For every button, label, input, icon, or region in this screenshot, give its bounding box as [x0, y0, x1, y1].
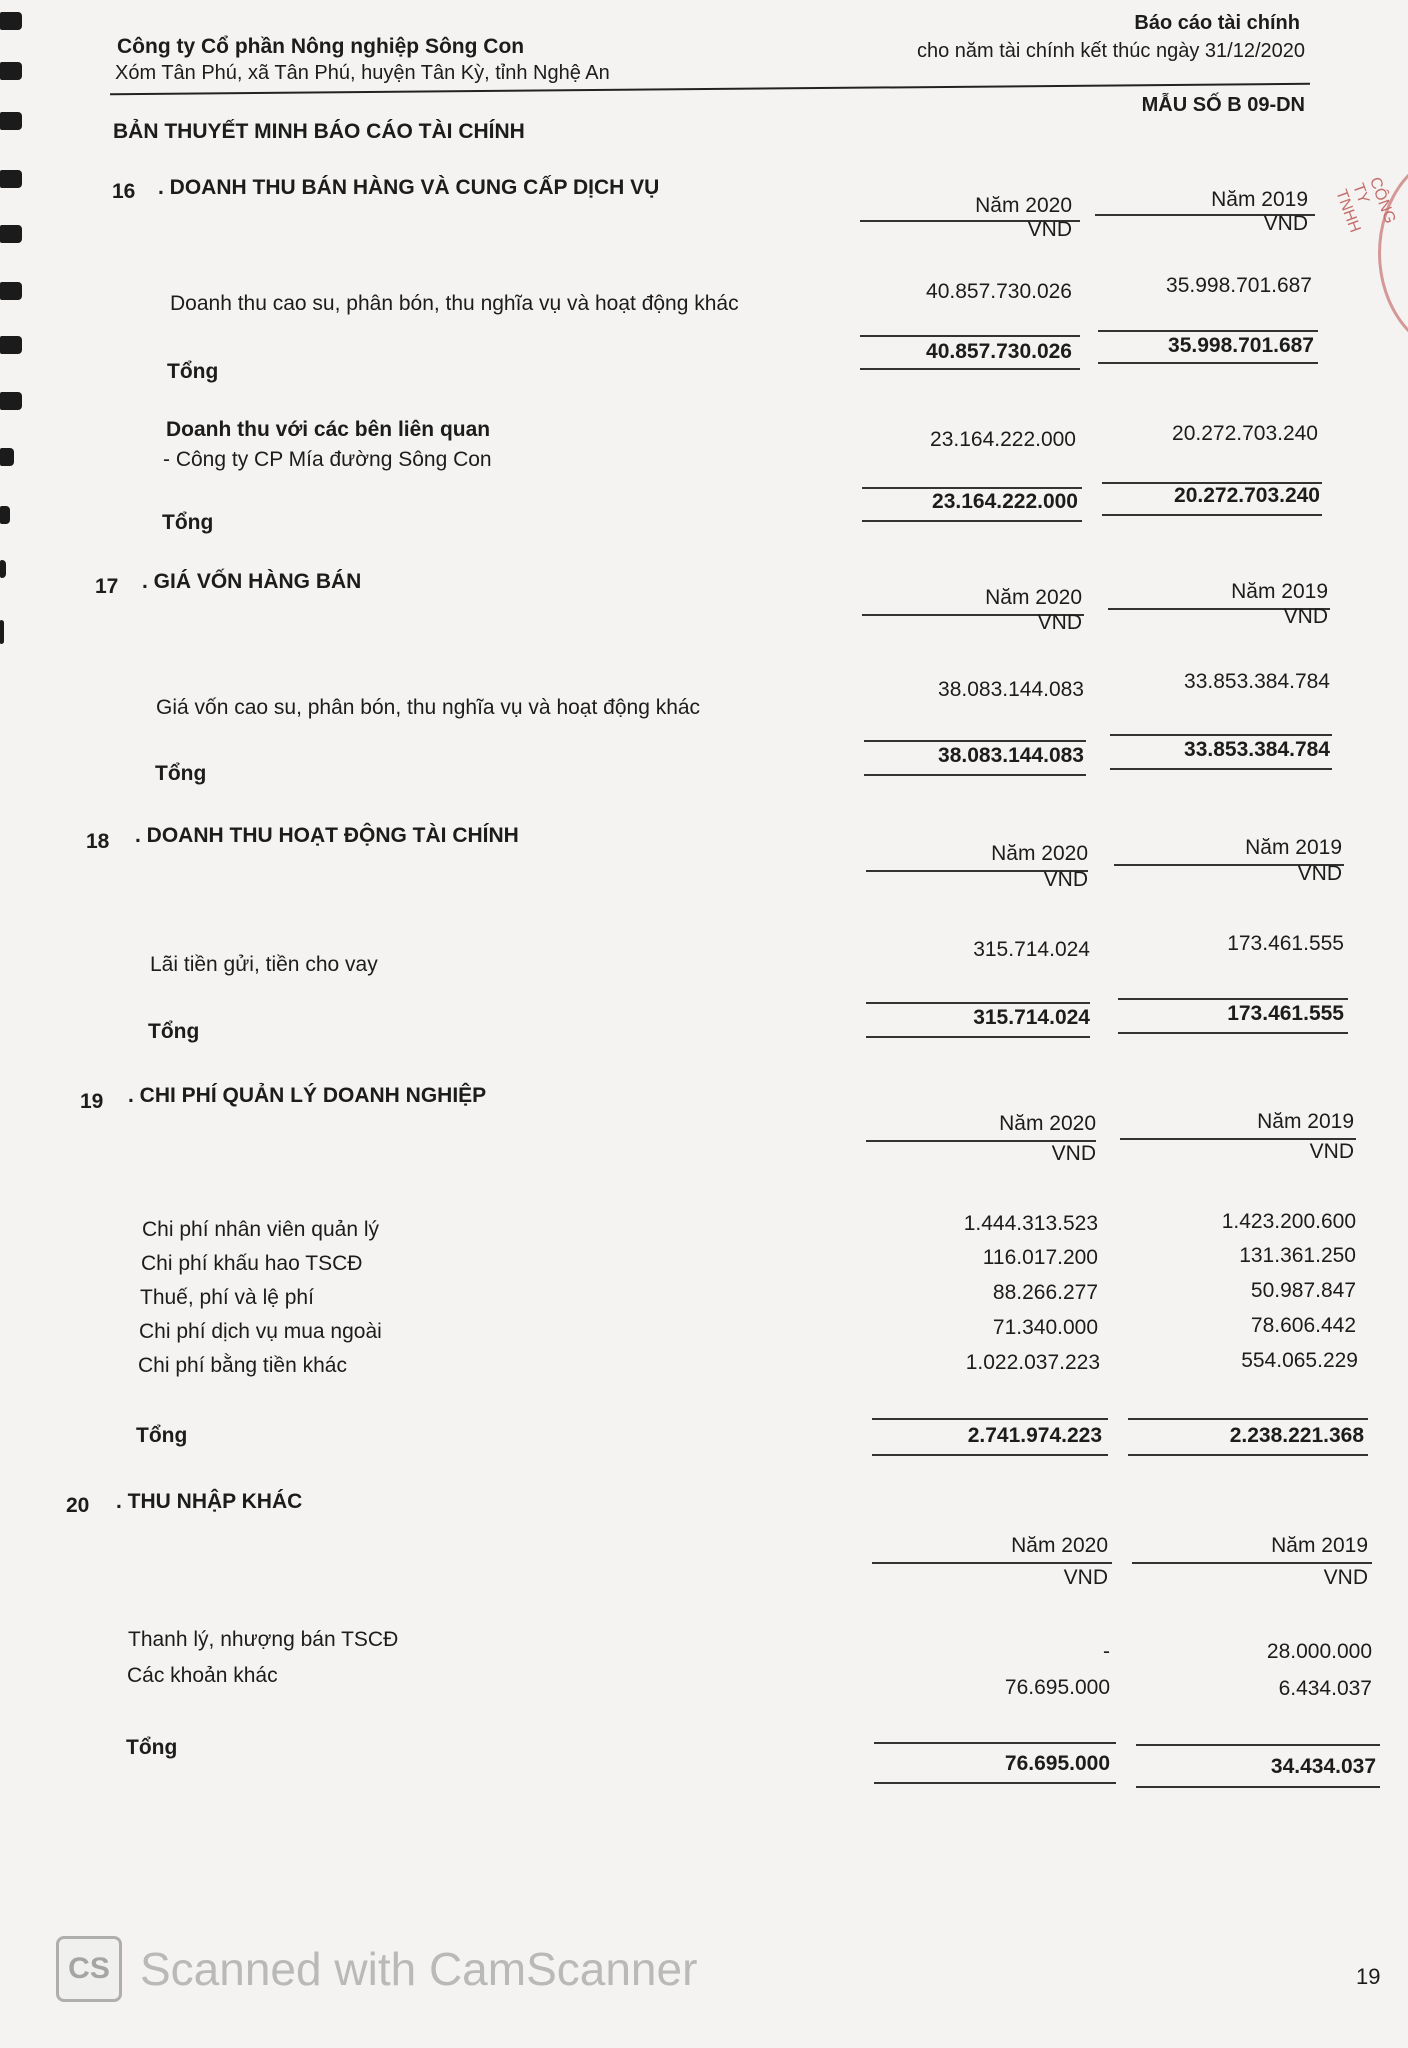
note-19-row-3-2019: 50.987.847 — [1250, 1279, 1356, 1302]
rule — [862, 487, 1082, 489]
note-16-col-2020: Năm 2020 — [975, 194, 1072, 217]
note-18-unit-2020: VND — [1043, 868, 1088, 891]
note-17-title: . GIÁ VỐN HÀNG BÁN — [142, 570, 362, 593]
rule — [1132, 1562, 1372, 1564]
watermark-text: Scanned with CamScanner — [140, 1943, 698, 1995]
note-16-total-label: Tổng — [167, 360, 219, 383]
note-17-unit-2020: VND — [1037, 611, 1082, 634]
note-18-col-2019: Năm 2019 — [1245, 836, 1342, 859]
note-20-total-label: Tổng — [126, 1736, 178, 1759]
company-address: Xóm Tân Phú, xã Tân Phú, huyện Tân Kỳ, tỉnh Nghệ An — [115, 62, 610, 84]
rule — [872, 1418, 1108, 1420]
note-18-number: 18 — [86, 830, 110, 853]
note-18-total-2019: 173.461.555 — [1227, 1002, 1344, 1025]
report-period: cho năm tài chính kết thúc ngày 31/12/2020 — [916, 40, 1305, 62]
page-number: 19 — [1356, 1964, 1381, 1989]
rule — [1118, 1032, 1348, 1034]
rule — [1110, 734, 1332, 736]
note-16-total-2020: 40.857.730.026 — [926, 340, 1072, 363]
note-19-total-2020: 2.741.974.223 — [967, 1424, 1102, 1447]
note-16-related-title: Doanh thu với các bên liên quan — [166, 418, 491, 441]
note-19-row-5-2019: 554.065.229 — [1241, 1349, 1358, 1372]
note-20-row-1-label: Thanh lý, nhượng bán TSCĐ — [128, 1628, 399, 1651]
rule — [1098, 330, 1318, 332]
note-16-col-2019: Năm 2019 — [1211, 188, 1308, 211]
rule — [872, 1562, 1112, 1564]
rule — [862, 520, 1082, 522]
rule — [874, 1742, 1116, 1744]
note-19-row-5-label: Chi phí bằng tiền khác — [138, 1354, 347, 1377]
note-16-unit-2019: VND — [1263, 212, 1308, 235]
note-20-row-2-label: Các khoản khác — [127, 1664, 278, 1687]
note-19-row-3-2020: 88.266.277 — [992, 1281, 1098, 1304]
note-19-col-2019: Năm 2019 — [1257, 1110, 1354, 1133]
note-20-total-2019: 34.434.037 — [1270, 1755, 1376, 1778]
rule — [864, 740, 1086, 742]
note-16-title: . DOANH THU BÁN HÀNG VÀ CUNG CẤP DỊCH VỤ — [158, 176, 660, 199]
note-20-number: 20 — [66, 1494, 90, 1517]
rule — [1136, 1786, 1380, 1788]
note-16-related-total-label: Tổng — [162, 511, 214, 534]
note-19-row-1-2019: 1.423.200.600 — [1221, 1210, 1356, 1233]
note-16-number: 16 — [112, 180, 136, 203]
note-17-col-2019: Năm 2019 — [1231, 580, 1328, 603]
note-18-title: . DOANH THU HOẠT ĐỘNG TÀI CHÍNH — [135, 824, 519, 847]
note-16-related-2020: 23.164.222.000 — [930, 428, 1076, 451]
note-17-total-2020: 38.083.144.083 — [938, 744, 1084, 767]
rule — [1136, 1744, 1380, 1746]
note-18-total-label: Tổng — [148, 1020, 200, 1043]
note-16-related-2019: 20.272.703.240 — [1172, 422, 1318, 445]
rule — [1128, 1418, 1368, 1420]
company-name: Công ty Cổ phần Nông nghiệp Sông Con — [117, 35, 525, 58]
note-16-related-total-2020: 23.164.222.000 — [932, 490, 1078, 513]
note-17-row-2019: 33.853.384.784 — [1184, 670, 1330, 693]
note-17-total-label: Tổng — [155, 762, 207, 785]
note-16-row-2019: 35.998.701.687 — [1166, 274, 1312, 297]
note-19-row-2-label: Chi phí khấu hao TSCĐ — [141, 1252, 363, 1275]
note-20-total-2020: 76.695.000 — [1004, 1752, 1110, 1775]
note-19-row-4-2020: 71.340.000 — [992, 1316, 1098, 1339]
note-16-row-2020: 40.857.730.026 — [926, 280, 1072, 303]
rule — [866, 1036, 1090, 1038]
note-20-unit-2020: VND — [1063, 1566, 1108, 1589]
note-19-row-1-2020: 1.444.313.523 — [963, 1212, 1098, 1235]
note-16-total-2019: 35.998.701.687 — [1168, 334, 1314, 357]
seal-text: CÔNG TY TNHH — [1332, 175, 1399, 235]
note-18-unit-2019: VND — [1297, 862, 1342, 885]
note-19-row-4-label: Chi phí dịch vụ mua ngoài — [139, 1320, 382, 1343]
note-17-col-2020: Năm 2020 — [985, 586, 1082, 609]
note-16-unit-2020: VND — [1027, 218, 1072, 241]
rule — [860, 335, 1080, 337]
note-20-col-2020: Năm 2020 — [1011, 1534, 1108, 1557]
note-19-title: . CHI PHÍ QUẢN LÝ DOANH NGHIỆP — [128, 1084, 487, 1107]
note-20-col-2019: Năm 2019 — [1271, 1534, 1368, 1557]
rule — [874, 1782, 1116, 1784]
note-18-row-2020: 315.714.024 — [973, 938, 1090, 961]
form-number: MẪU SỐ B 09-DN — [1141, 94, 1305, 116]
section-title: BẢN THUYẾT MINH BÁO CÁO TÀI CHÍNH — [113, 120, 525, 143]
note-16-related-total-2019: 20.272.703.240 — [1174, 484, 1320, 507]
note-18-row-label: Lãi tiền gửi, tiền cho vay — [150, 953, 378, 976]
note-20-row-1-2020: - — [1103, 1640, 1110, 1663]
rule — [1110, 768, 1332, 770]
note-19-number: 19 — [80, 1090, 104, 1113]
note-19-row-2-2020: 116.017.200 — [982, 1246, 1098, 1269]
note-19-unit-2019: VND — [1309, 1140, 1354, 1163]
note-17-number: 17 — [95, 575, 119, 598]
note-17-row-label: Giá vốn cao su, phân bón, thu nghĩa vụ và hoạt động khác — [156, 696, 701, 719]
note-18-total-2020: 315.714.024 — [973, 1006, 1090, 1029]
camscanner-watermark — [56, 1936, 697, 2002]
binding-holes — [0, 0, 30, 1000]
note-20-row-1-2019: 28.000.000 — [1266, 1640, 1372, 1663]
note-19-unit-2020: VND — [1051, 1142, 1096, 1165]
note-16-row-label: Doanh thu cao su, phân bón, thu nghĩa vụ và hoạt động khác — [170, 292, 739, 315]
note-19-row-4-2019: 78.606.442 — [1250, 1314, 1356, 1337]
note-20-row-2-2019: 6.434.037 — [1278, 1677, 1372, 1700]
note-18-col-2020: Năm 2020 — [991, 842, 1088, 865]
rule — [864, 774, 1086, 776]
note-19-total-2019: 2.238.221.368 — [1229, 1424, 1364, 1447]
note-20-row-2-2020: 76.695.000 — [1004, 1676, 1110, 1699]
note-19-row-3-label: Thuế, phí và lệ phí — [140, 1286, 314, 1309]
note-19-row-2-2019: 131.361.250 — [1239, 1244, 1356, 1267]
note-19-row-5-2020: 1.022.037.223 — [965, 1351, 1100, 1374]
note-20-title: . THU NHẬP KHÁC — [116, 1490, 303, 1513]
report-title: Báo cáo tài chính — [1134, 12, 1300, 34]
rule — [1098, 362, 1318, 364]
note-19-row-1-label: Chi phí nhân viên quản lý — [142, 1218, 379, 1241]
note-17-total-2019: 33.853.384.784 — [1184, 738, 1330, 761]
rule — [1118, 998, 1348, 1000]
note-19-total-label: Tổng — [136, 1424, 188, 1447]
rule — [860, 368, 1080, 370]
note-20-unit-2019: VND — [1323, 1566, 1368, 1589]
note-18-row-2019: 173.461.555 — [1227, 932, 1344, 955]
note-17-unit-2019: VND — [1283, 605, 1328, 628]
note-17-row-2020: 38.083.144.083 — [938, 678, 1084, 701]
rule — [866, 1002, 1090, 1004]
rule — [1128, 1454, 1368, 1456]
camscanner-logo-icon: CS — [56, 1936, 122, 2002]
note-16-related-label: - Công ty CP Mía đường Sông Con — [163, 448, 492, 471]
rule — [1102, 514, 1322, 516]
note-19-col-2020: Năm 2020 — [999, 1112, 1096, 1135]
rule — [872, 1454, 1108, 1456]
